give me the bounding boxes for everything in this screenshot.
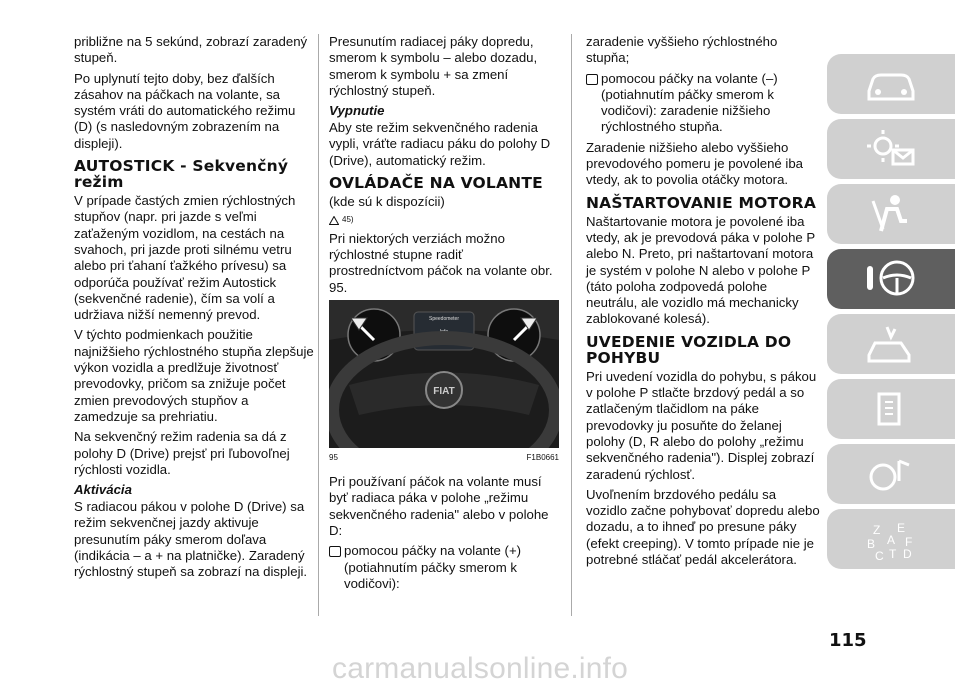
section-heading: NAŠTARTOVANIE MOTORA	[586, 193, 817, 212]
column-2	[329, 34, 559, 592]
display-info-label: Info	[439, 328, 449, 335]
bullet-icon	[329, 546, 341, 557]
paragraph: Naštartovanie motora je povolené iba vtedy, ak je prevodová páka v polohe P alebo N. Preto, pri naštartovaní motora je systém v polohe N alebo v polohe P (táto poloha zodpovedá polohe neutrálu, ale vozidlo má mechanicky zablokované kolesá).	[586, 213, 815, 327]
tab-starting-driving[interactable]	[827, 249, 955, 309]
svg-text:D: D	[903, 547, 912, 561]
paragraph: zaradenie vyššieho rýchlostného stupňa;	[586, 34, 778, 66]
paragraph: Uvoľnením brzdového pedálu sa vozidlo začne pohybovať dopredu alebo dozadu, a to ihneď po presune páky (efekt creeping). V tomto prípade nie je potrebné stláčať pedál akcelerátora.	[586, 486, 820, 568]
warning-note-ref	[329, 212, 559, 228]
paragraph: S radiacou pákou v polohe D (Drive) sa režim sekvenčnej jazdy aktivuje presunutím páky smerom doľava (indikácia – a + na platničke). Zaradený rýchlostný stupeň sa zobrazí na displeji.	[74, 499, 308, 580]
tab-car[interactable]	[827, 54, 955, 114]
bullet-text: pomocou páčky na volante (–) (potiahnutím páčky smerom k vodičovi): zaradenie nižšieho rýchlostného stupňa.	[601, 70, 778, 135]
warning-triangle-icon	[329, 216, 339, 225]
subsection-heading: Aktivácia	[74, 482, 132, 498]
tab-index[interactable]	[827, 509, 955, 569]
paragraph: Po uplynutí tejto doby, bez ďalších zásahov na páčkach na volante, sa systém vráti do automatického režimu (D) (s nasledovným zobrazením na displeji).	[74, 70, 296, 151]
display-speedometer-label: Speedometer	[428, 315, 460, 322]
figure-caption	[329, 450, 559, 466]
paragraph: Pri uvedení vozidla do pohybu, s pákou v polohe P stlačte brzdový pedál a so zatlačeným tlačidlom na páke prevodovky ju posuňte do želanej polohy (D, R alebo do polohy „režimu sekvenčného radenia"). Displej zobrazí zaradenú rýchlosť.	[586, 368, 817, 482]
tab-safety[interactable]	[827, 184, 955, 244]
svg-text:E: E	[897, 521, 906, 535]
paragraph: približne na 5 sekúnd, zobrazí zaradený stupeň.	[74, 34, 308, 66]
svg-text:T: T	[889, 547, 897, 561]
column-divider	[318, 34, 319, 616]
bullet-item	[329, 543, 559, 592]
section-heading: AUTOSTICK - Sekvenčný režim	[74, 157, 289, 192]
figure-code: F1B0661	[526, 452, 559, 462]
bullet-text: pomocou páčky na volante (+) (potiahnutím páčky smerom k vodičovi):	[344, 543, 522, 591]
paragraph: (kde sú k dispozícii)	[329, 194, 445, 210]
paragraph: Aby ste režim sekvenčného radenia vypli, vráťte radiacu páku do polohy D (Drive), automatický režim.	[329, 120, 551, 168]
multimedia-icon	[861, 451, 921, 497]
svg-text:FIAT: FIAT	[433, 385, 455, 397]
paragraph: Presunutím radiacej páky dopredu, smerom k symbolu – alebo dozadu, smerom k symbolu + sa zmení rýchlostný stupeň.	[329, 34, 538, 98]
note-number: 45)	[342, 215, 354, 225]
tab-warning-lights[interactable]	[827, 119, 955, 179]
svg-text:A: A	[887, 533, 896, 547]
steering-wheel-illustration	[329, 300, 559, 448]
tab-maintenance[interactable]	[827, 379, 955, 439]
paragraph: V prípade častých zmien rýchlostných stupňov (napr. pri jazde s veľmi zaťaženým vozidlom, na cestách na svahoch, pri jazde proti silnému vetru alebo pri ťahaní ťažkého prívesu) sa odporúča používať režim Autostick (sekvenčné radenie), čím sa volí a udržiava nižší nemenný prevod.	[74, 193, 296, 323]
paragraph: Pri používaní páčok na volante musí byť radiaca páka v polohe „režimu sekvenčného radenia" alebo v polohe D:	[329, 474, 549, 539]
breakdown-icon	[861, 321, 921, 367]
watermark: carmanualsonline.info	[332, 652, 629, 685]
figure-number: 95	[329, 452, 338, 462]
car-icon	[861, 61, 921, 107]
steering-wheel-figure	[329, 300, 559, 448]
section-heading: UVEDENIE VOZIDLA DO POHYBU	[586, 332, 792, 367]
paragraph: Pri niektorých verziách možno rýchlostné stupne radiť prostredníctvom páčok na volante obr. 95.	[329, 230, 553, 295]
svg-text:B: B	[867, 537, 876, 551]
bullet-icon	[586, 74, 598, 85]
column-3	[586, 34, 820, 572]
bullet-item	[586, 71, 820, 136]
index-icon	[861, 516, 921, 562]
paragraph: Zaradenie nižšieho alebo vyššieho prevodového pomeru je povolené iba vtedy, ak to povolia otáčky motora.	[586, 139, 804, 188]
airbag-seat-icon	[861, 191, 921, 237]
subsection-heading: Vypnutie	[329, 103, 385, 119]
svg-text:Z: Z	[873, 523, 881, 537]
tab-multimedia[interactable]	[827, 444, 955, 504]
chapter-sidebar	[827, 54, 955, 574]
paragraph: Na sekvenčný režim radenia sa dá z polohy D (Drive) prejsť pri ľubovoľnej rýchlosti vozidla.	[74, 429, 290, 477]
tab-emergency[interactable]	[827, 314, 955, 374]
svg-text:C: C	[875, 549, 884, 562]
column-1	[74, 34, 314, 585]
steering-wheel-icon	[861, 256, 921, 302]
column-divider	[571, 34, 572, 616]
paragraph: V týchto podmienkach použitie najnižšieho rýchlostného stupňa zlepšuje výkon vozidla a predlžuje životnosť prevodovky, pričom sa znižuje počet zmien prevodových stupňov a zamedzuje sa prehriatiu.	[74, 327, 314, 424]
maintenance-icon	[861, 386, 921, 432]
warning-lights-icon	[861, 126, 921, 172]
page-number: 115	[829, 630, 867, 651]
section-heading: OVLÁDAČE NA VOLANTE	[329, 174, 543, 193]
svg-text:F: F	[905, 535, 913, 549]
